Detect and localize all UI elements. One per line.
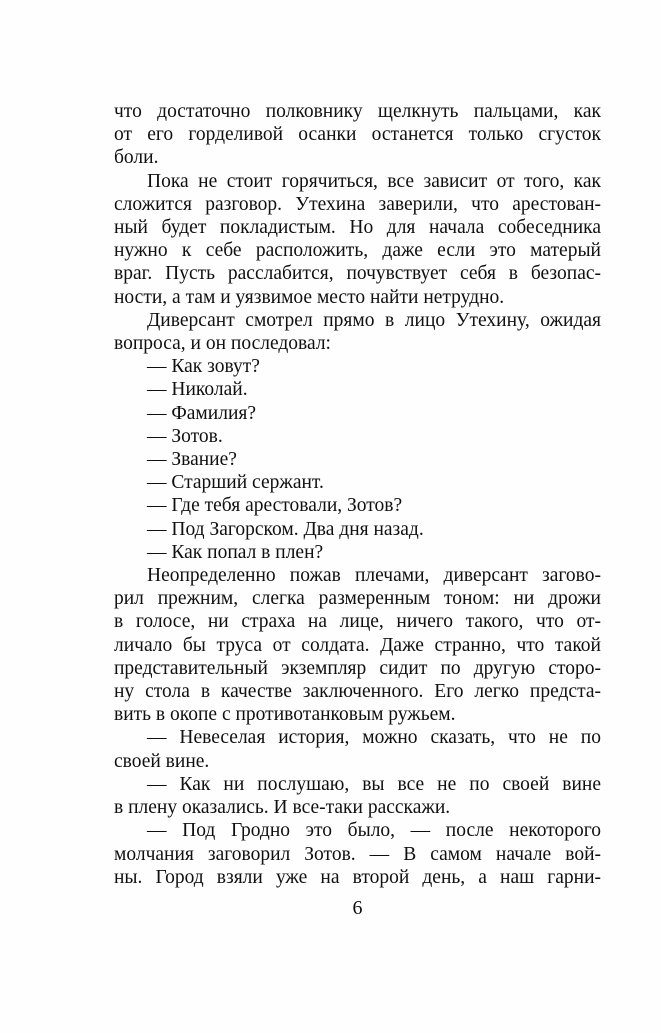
text-line: личало бы труса от солдата. Даже странно, что такой — [114, 634, 601, 656]
text-line: вопроса, и он последовал: — [114, 333, 331, 355]
dialogue-paragraph — [114, 355, 601, 378]
text-line: Диверсант смотрел прямо в лицо Утехину, ожидая — [147, 309, 601, 331]
text-line: — Под Гродно это было, — после некоторого — [147, 820, 601, 842]
text-line: — Зотов. — [147, 425, 223, 447]
dialogue-paragraph — [114, 425, 601, 448]
text-line: ный будет покладистым. Но для начала собеседника — [114, 217, 601, 239]
text-line: — Под Загорском. Два дня назад. — [147, 518, 424, 540]
dialogue-paragraph — [114, 402, 601, 425]
paragraph — [114, 309, 601, 355]
paragraph — [114, 170, 601, 309]
dialogue-paragraph — [114, 726, 601, 772]
dialogue-paragraph — [114, 819, 601, 889]
paragraph — [114, 100, 601, 170]
text-line: молчания заговорил Зотов. — В самом начале вой- — [114, 843, 601, 865]
text-line: — Звание? — [147, 449, 237, 471]
text-line: представительный экземпляр сидит по другую сторо- — [114, 657, 601, 679]
text-line: вить в окопе с противотанковым ружьем. — [114, 704, 456, 726]
text-line: Неопределенно пожав плечами, диверсант загово- — [147, 565, 601, 587]
text-line: в плену оказались. И все-таки расскажи. — [114, 797, 451, 819]
dialogue-paragraph — [114, 448, 601, 471]
dialogue-paragraph — [114, 518, 601, 541]
dialogue-paragraph — [114, 378, 601, 401]
paragraph — [114, 564, 601, 726]
text-line: — Где тебя арестовали, Зотов? — [147, 495, 403, 517]
text-line: враг. Пусть расслабится, почувствует себя в безопас- — [114, 263, 601, 285]
text-line: ны. Город взяли уже на второй день, а наш гарни- — [114, 866, 601, 888]
text-block — [114, 100, 601, 889]
text-line: в голосе, ни страха на лице, ничего такого, что от- — [114, 611, 601, 633]
text-line: боли. — [114, 147, 159, 169]
dialogue-paragraph — [114, 541, 601, 564]
dialogue-paragraph — [114, 471, 601, 494]
dialogue-paragraph — [114, 494, 601, 517]
text-line: нужно к себе расположить, даже если это матерый — [114, 240, 601, 262]
text-line: ности, а там и уязвимое место найти нетрудно. — [114, 286, 505, 308]
dialogue-paragraph — [114, 773, 601, 819]
text-line: — Фамилия? — [147, 402, 257, 424]
page-number: 6 — [352, 897, 363, 919]
text-line: — Николай. — [147, 379, 248, 401]
text-line: — Как зовут? — [147, 356, 260, 378]
text-line: — Старший сержант. — [147, 472, 324, 494]
text-line: — Как ни послушаю, вы все не по своей вине — [147, 773, 601, 795]
text-line: сложится разговор. Утехина заверили, что арестован- — [114, 193, 601, 215]
text-line: — Как попал в плен? — [147, 541, 324, 563]
text-line: своей вине. — [114, 750, 210, 772]
text-line: Пока не стоит горячиться, все зависит от того, как — [147, 170, 601, 192]
text-line: от его горделивой осанки останется только сгусток — [114, 124, 601, 146]
text-line: ну стола в качестве заключенного. Его легко предста- — [114, 681, 601, 703]
text-line: — Невеселая история, можно сказать, что не по — [147, 727, 601, 749]
text-line: что достаточно полковнику щелкнуть пальцами, как — [114, 101, 601, 122]
text-line: рил прежним, слегка размеренным тоном: ни дрожи — [114, 588, 601, 610]
